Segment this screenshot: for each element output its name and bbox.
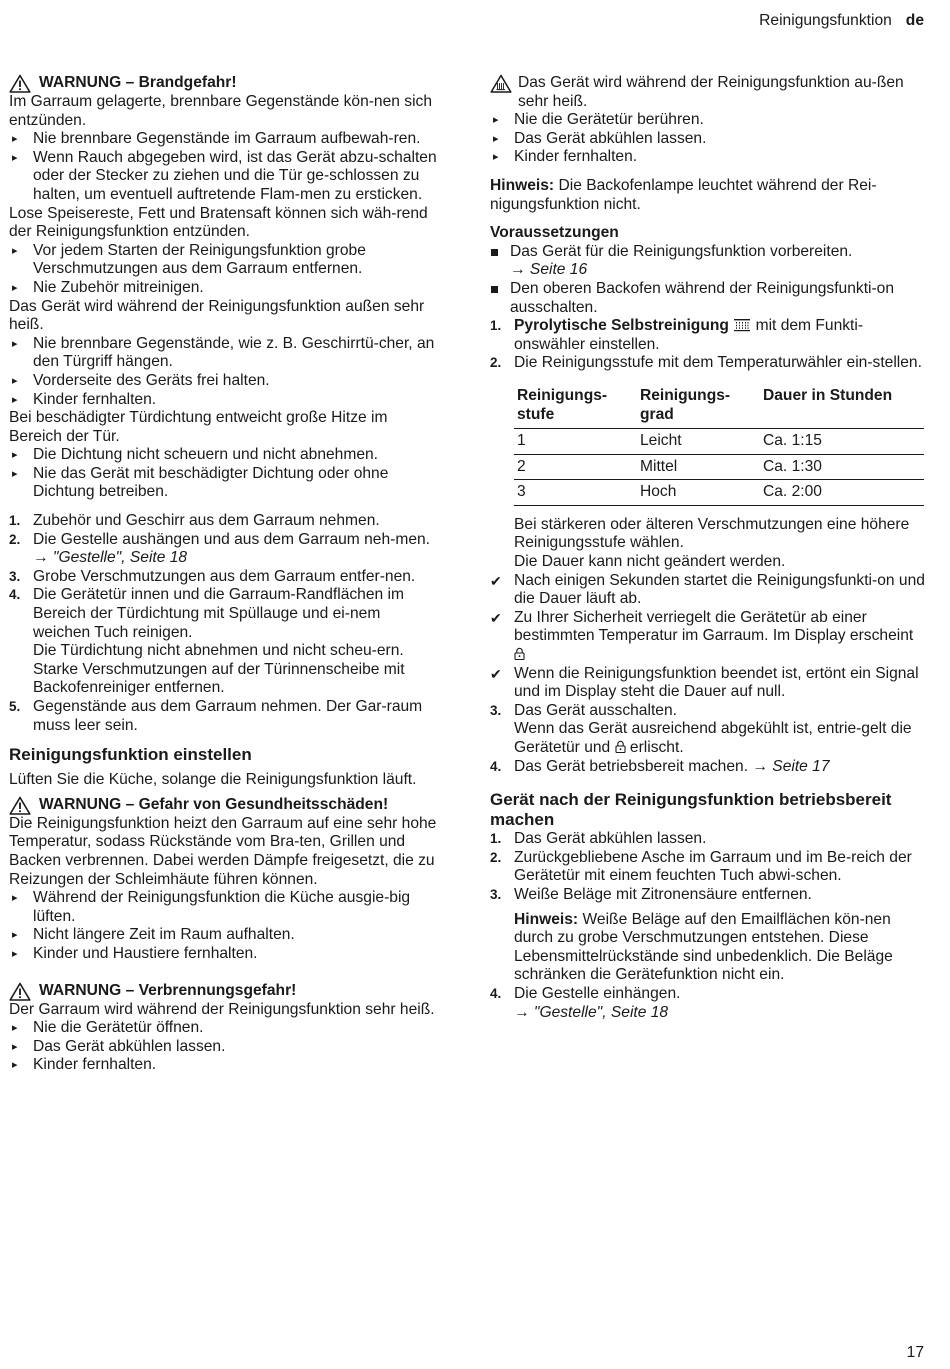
running-header <box>759 12 924 31</box>
bullet-item: ▸ Nicht längere Zeit im Raum aufhalten. <box>12 926 295 944</box>
warning-fire-title: WARNUNG – Brandgefahr! <box>9 74 441 93</box>
bullet-item: ▸ Kinder fernhalten. <box>12 390 157 408</box>
bullet-item: ▸ Kinder fernhalten. <box>493 148 638 166</box>
left-column <box>9 74 441 1075</box>
table-row <box>514 429 924 455</box>
cross-reference-link[interactable]: → Seite 17 <box>752 757 830 775</box>
warning-triangle-icon <box>9 982 31 1001</box>
warning-burn-title: WARNUNG – Verbrennungsgefahr! <box>9 982 441 1001</box>
step-item: 3. Grobe Verschmutzungen aus dem Garraum entfer-nen. <box>9 567 416 585</box>
step-item: 3. Weiße Beläge mit Zitronensäure entfernen. <box>490 885 812 903</box>
bullet-item: ▸ Die Dichtung nicht scheuern und nicht abnehmen. <box>12 446 379 464</box>
cleaning-level-table <box>514 383 924 506</box>
paragraph: Lüften Sie die Küche, solange die Reinigungsfunktion läuft. <box>9 771 417 789</box>
step-item: 1. Pyrolytische Selbstreinigung mit dem Funkti-onswähler einstellen. <box>490 317 864 353</box>
paragraph: Im Garraum gelagerte, brennbare Gegenstände kön-nen sich entzünden. <box>9 93 433 129</box>
page-number: 17 <box>906 1344 924 1362</box>
result-item: ✔ Nach einigen Sekunden startet die Reinigungsfunkti-on und die Dauer läuft ab. <box>490 571 925 608</box>
result-item: ✔ Wenn die Reinigungsfunktion beendet ist, ertönt ein Signal und im Display steht die Dauer auf null. <box>490 664 919 701</box>
bullet-item: ▸ Kinder fernhalten. <box>12 1056 157 1074</box>
bullet-item: ▸ Kinder und Haustiere fernhalten. <box>12 944 258 962</box>
table-header-cell: Reinigungs-grad <box>637 383 760 429</box>
cross-reference-link[interactable]: → "Gestelle", Seite 18 <box>514 1003 669 1021</box>
pyrolysis-icon <box>733 318 751 332</box>
bullet-item: ▸ Nie die Gerätetür öffnen. <box>12 1019 204 1037</box>
header-language: de <box>905 12 924 29</box>
step-item: 2. Zurückgebliebene Asche im Garraum und im Be-reich der Gerätetür mit einem feuchten Tuch abwi-schen. <box>490 848 912 885</box>
paragraph: Der Garraum wird während der Reinigungsfunktion sehr heiß. <box>9 1000 435 1018</box>
hot-surface-warning-icon <box>490 74 512 93</box>
table-cell: Ca. 1:30 <box>760 454 924 480</box>
step-note: Die Dauer kann nicht geändert werden. <box>514 553 786 571</box>
table-cell: 3 <box>514 480 637 506</box>
paragraph: Bei beschädigter Türdichtung entweicht große Hitze im Bereich der Tür. <box>9 409 388 445</box>
table-cell: Ca. 1:15 <box>760 429 924 455</box>
table-cell: Hoch <box>637 480 760 506</box>
warning-triangle-icon <box>9 74 31 93</box>
step-item: 1. Das Gerät abkühlen lassen. <box>490 830 707 848</box>
paragraph: Die Reinigungsfunktion heizt den Garraum auf eine sehr hohe Temperatur, sodass Rückstände vom Bra-ten, Grillen und Backen verbrennen. Dabei werden Dämpfe freigesetzt, die zu Reizungen der Schleimhäute führen können. <box>9 814 437 888</box>
step-note: Wenn das Gerät ausreichend abgekühlt ist, entrie-gelt die Gerätetür und erlischt. <box>514 720 912 756</box>
bullet-item: ▸ Vorderseite des Geräts frei halten. <box>12 371 270 389</box>
section-heading: Reinigungsfunktion einstellen <box>9 745 252 765</box>
table-header-cell: Reinigungs-stufe <box>514 383 637 429</box>
step-item: 5. Gegenstände aus dem Garraum nehmen. Der Gar-raum muss leer sein. <box>9 698 423 734</box>
bullet-item: ▸ Während der Reinigungsfunktion die Küche ausgie-big lüften. <box>12 889 411 925</box>
table-row <box>514 454 924 480</box>
bullet-item: ▸ Wenn Rauch abgegeben wird, ist das Gerät abzu-schalten oder der Stecker zu ziehen und die Tür ge-schlossen zu halten, um eventuell auftretende Flam-men zu ersticken. <box>12 148 437 203</box>
prerequisites-heading: Voraussetzungen <box>490 224 619 242</box>
bullet-item: ▸ Nie brennbare Gegenstände, wie z. B. Geschirrtü-cher, an den Türgriff hängen. <box>12 334 435 371</box>
step-item: 4. Das Gerät betriebsbereit machen. → Seite 17 <box>490 757 830 775</box>
step-note: Die Türdichtung nicht abnehmen und nicht scheu-ern. <box>33 642 404 660</box>
paragraph: Lose Speisereste, Fett und Bratensaft können sich wäh-rend der Reinigungsfunktion entzünden. <box>9 204 428 241</box>
lock-icon <box>615 740 626 753</box>
section-heading: Gerät nach der Reinigungsfunktion betriebsbereit machen <box>490 790 892 830</box>
lock-icon <box>514 647 525 660</box>
bullet-item: ▸ Vor jedem Starten der Reinigungsfunktion grobe Verschmutzungen aus dem Garraum entfernen. <box>12 241 366 278</box>
right-column <box>490 74 926 1022</box>
cross-reference-link[interactable]: → "Gestelle", Seite 18 <box>33 549 188 567</box>
header-section: Reinigungsfunktion <box>759 12 892 29</box>
note-paragraph: Hinweis: Weiße Beläge auf den Emailflächen kön-nen durch zu grobe Verschmutzungen entstehen. Diese Lebensmittelrückstände sind unbedenklich. Die Beläge schränken die Gerätefunktion nicht ein. <box>514 910 893 984</box>
warning-health-title: WARNUNG – Gefahr von Gesundheitsschäden! <box>9 796 441 815</box>
step-item: 3. Das Gerät ausschalten. <box>490 701 677 719</box>
checkmark-icon: ✔ <box>490 572 502 589</box>
step-item: 4. Die Gerätetür innen und die Garraum-Randflächen im Bereich der Türdichtung mit Spüllauge und ei-nem weichen Tuch reinigen. <box>9 586 404 641</box>
table-header-row <box>514 383 924 429</box>
step-item: 2. Die Gestelle aushängen und aus dem Garraum neh-men. <box>9 530 431 548</box>
cross-reference-link[interactable]: → Seite 16 <box>510 261 588 279</box>
table-cell: Mittel <box>637 454 760 480</box>
note-paragraph: Hinweis: Die Backofenlampe leuchtet während der Rei-nigungsfunktion nicht. <box>490 176 877 213</box>
table-cell: 2 <box>514 454 637 480</box>
table-cell: Leicht <box>637 429 760 455</box>
step-item: 4. Die Gestelle einhängen. <box>490 984 681 1002</box>
warning-triangle-icon <box>9 796 31 815</box>
step-item: 1. Zubehör und Geschirr aus dem Garraum nehmen. <box>9 512 380 530</box>
bullet-item: ▸ Das Gerät abkühlen lassen. <box>493 129 707 147</box>
paragraph: Das Gerät wird während der Reinigungsfunktion außen sehr heiß. <box>9 297 425 334</box>
bullet-item: ▸ Das Gerät abkühlen lassen. <box>12 1037 226 1055</box>
step-note: Starke Verschmutzungen auf der Türinnenscheibe mit Backofenreiniger entfernen. <box>33 660 405 697</box>
checkmark-icon: ✔ <box>490 609 502 626</box>
result-item: ✔ Zu Ihrer Sicherheit verriegelt die Gerätetür ab einer bestimmten Temperatur im Garraum. Im Display erscheint <box>490 609 926 665</box>
step-item: 2. Die Reinigungsstufe mit dem Temperaturwähler ein-stellen. <box>490 354 922 372</box>
table-header-cell: Dauer in Stunden <box>760 383 924 429</box>
step-note: Bei stärkeren oder älteren Verschmutzungen eine höhere Reinigungsstufe wählen. <box>514 515 910 552</box>
table-cell: Ca. 2:00 <box>760 480 924 506</box>
prerequisite-item: Den oberen Backofen während der Reinigungsfunkti-on ausschalten. <box>490 280 926 317</box>
table-row <box>514 480 924 506</box>
table-cell: 1 <box>514 429 637 455</box>
bullet-item: ▸ Nie die Gerätetür berühren. <box>493 111 704 129</box>
bullet-item: ▸ Nie das Gerät mit beschädigter Dichtung oder ohne Dichtung betreiben. <box>12 464 389 501</box>
checkmark-icon: ✔ <box>490 665 502 682</box>
bullet-item: ▸ Nie brennbare Gegenstände im Garraum aufbewah-ren. <box>12 130 421 148</box>
prerequisite-item: Das Gerät für die Reinigungsfunktion vorbereiten. <box>490 243 926 262</box>
warning-hot-surface: Das Gerät wird während der Reinigungsfunktion au-ßen sehr heiß. <box>490 74 926 111</box>
bullet-item: ▸ Nie Zubehör mitreinigen. <box>12 278 204 296</box>
